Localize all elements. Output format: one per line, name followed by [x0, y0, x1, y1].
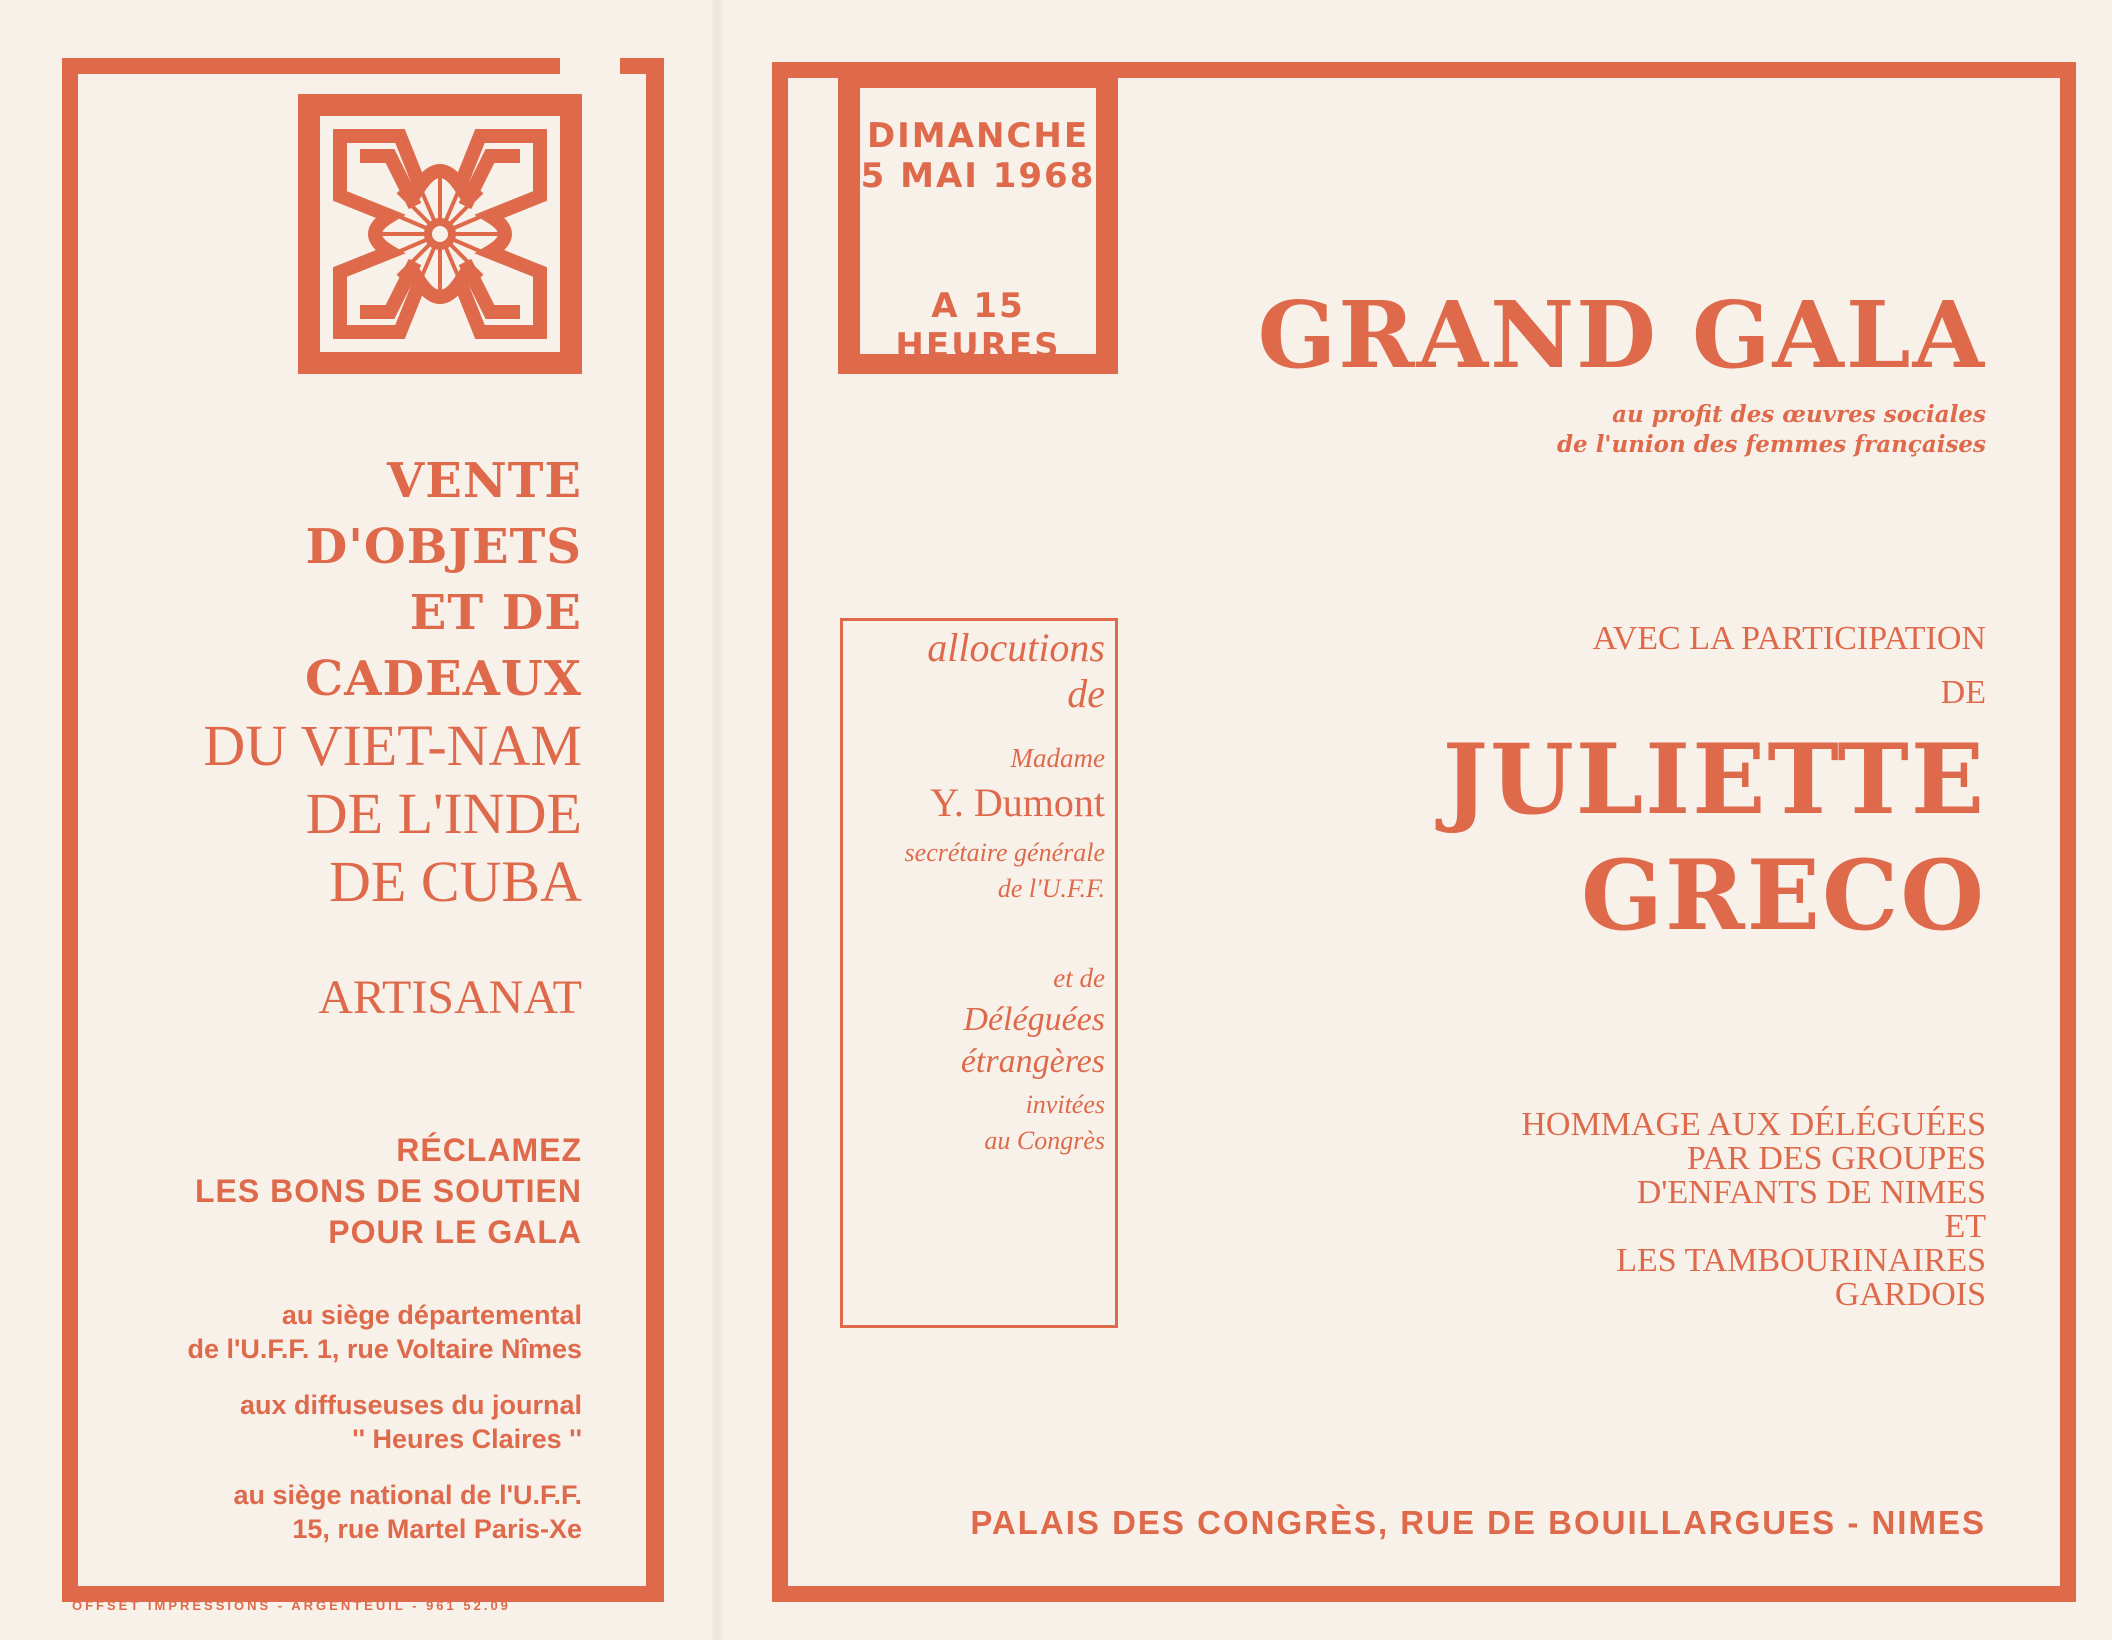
address-departmental: au siège départemental de l'U.F.F. 1, rue Voltaire Nîmes — [187, 1300, 582, 1364]
date-day: DIMANCHE — [866, 116, 1090, 156]
sunburst-flower-logo-icon — [320, 116, 560, 352]
participation-line: AVEC LA PARTICIPATION DE — [1592, 620, 1986, 711]
address-journal: aux diffuseuses du journal '' Heures Claires '' — [239, 1390, 582, 1454]
left-title-block — [110, 448, 582, 916]
country-inde: DE L'INDE — [305, 781, 582, 846]
speaker-role: secrétaire générale de l'U.F.F. — [904, 838, 1105, 903]
artisanat-label: ARTISANAT — [318, 971, 582, 1024]
address-national: au siège national de l'U.F.F. 15, rue Martel Paris-Xe — [233, 1480, 582, 1544]
artist-name: JULIETTE GRECO — [1442, 723, 1986, 952]
reclamez-line-3: POUR LE GALA — [328, 1214, 582, 1250]
allocutions-box — [840, 618, 1118, 1328]
date-time: A 15 HEURES — [895, 286, 1061, 366]
frame-gap — [560, 58, 620, 98]
event-subtitle: au profit des œuvres sociales de l'union des femmes françaises — [1556, 401, 1986, 458]
title-line-cadeaux: CADEAUX — [305, 651, 582, 707]
title-line-et-de: ET DE — [409, 585, 582, 641]
reclamez-block — [110, 1130, 582, 1253]
speaker-title: Madame — [1010, 743, 1105, 773]
reclamez-line-2: LES BONS DE SOUTIEN — [194, 1173, 582, 1209]
reclamez-line-1: RÉCLAMEZ — [396, 1132, 582, 1168]
guest-delegates: Déléguées étrangères — [960, 1001, 1105, 1080]
event-title: GRAND GALA — [1257, 281, 1986, 389]
invited-line: invitées au Congrès — [984, 1090, 1105, 1155]
hommage-block: HOMMAGE AUX DÉLÉGUÉES PAR DES GROUPES D'ENFANTS DE NIMES ET LES TAMBOURINAIRES GARDOIS — [1521, 1106, 1986, 1313]
country-cuba: DE CUBA — [329, 849, 582, 914]
fold-line — [712, 0, 722, 1640]
logo-block — [298, 94, 582, 374]
country-viet-nam: DU VIET-NAM — [203, 713, 582, 778]
allocutions-and: et de — [1053, 963, 1105, 993]
title-line-vente: VENTE — [386, 453, 582, 509]
date-date: 5 MAI 1968 — [860, 156, 1096, 196]
printer-credit: OFFSET IMPRESSIONS - ARGENTEUIL - 961 52.09 — [72, 1598, 511, 1613]
allocutions-heading: allocutions de — [927, 625, 1105, 716]
speaker-name: Y. Dumont — [930, 780, 1105, 825]
date-block — [838, 66, 1118, 374]
venue-line: PALAIS DES CONGRÈS, RUE DE BOUILLARGUES - NIMES — [970, 1504, 1986, 1541]
title-line-objets: D'OBJETS — [305, 519, 582, 575]
